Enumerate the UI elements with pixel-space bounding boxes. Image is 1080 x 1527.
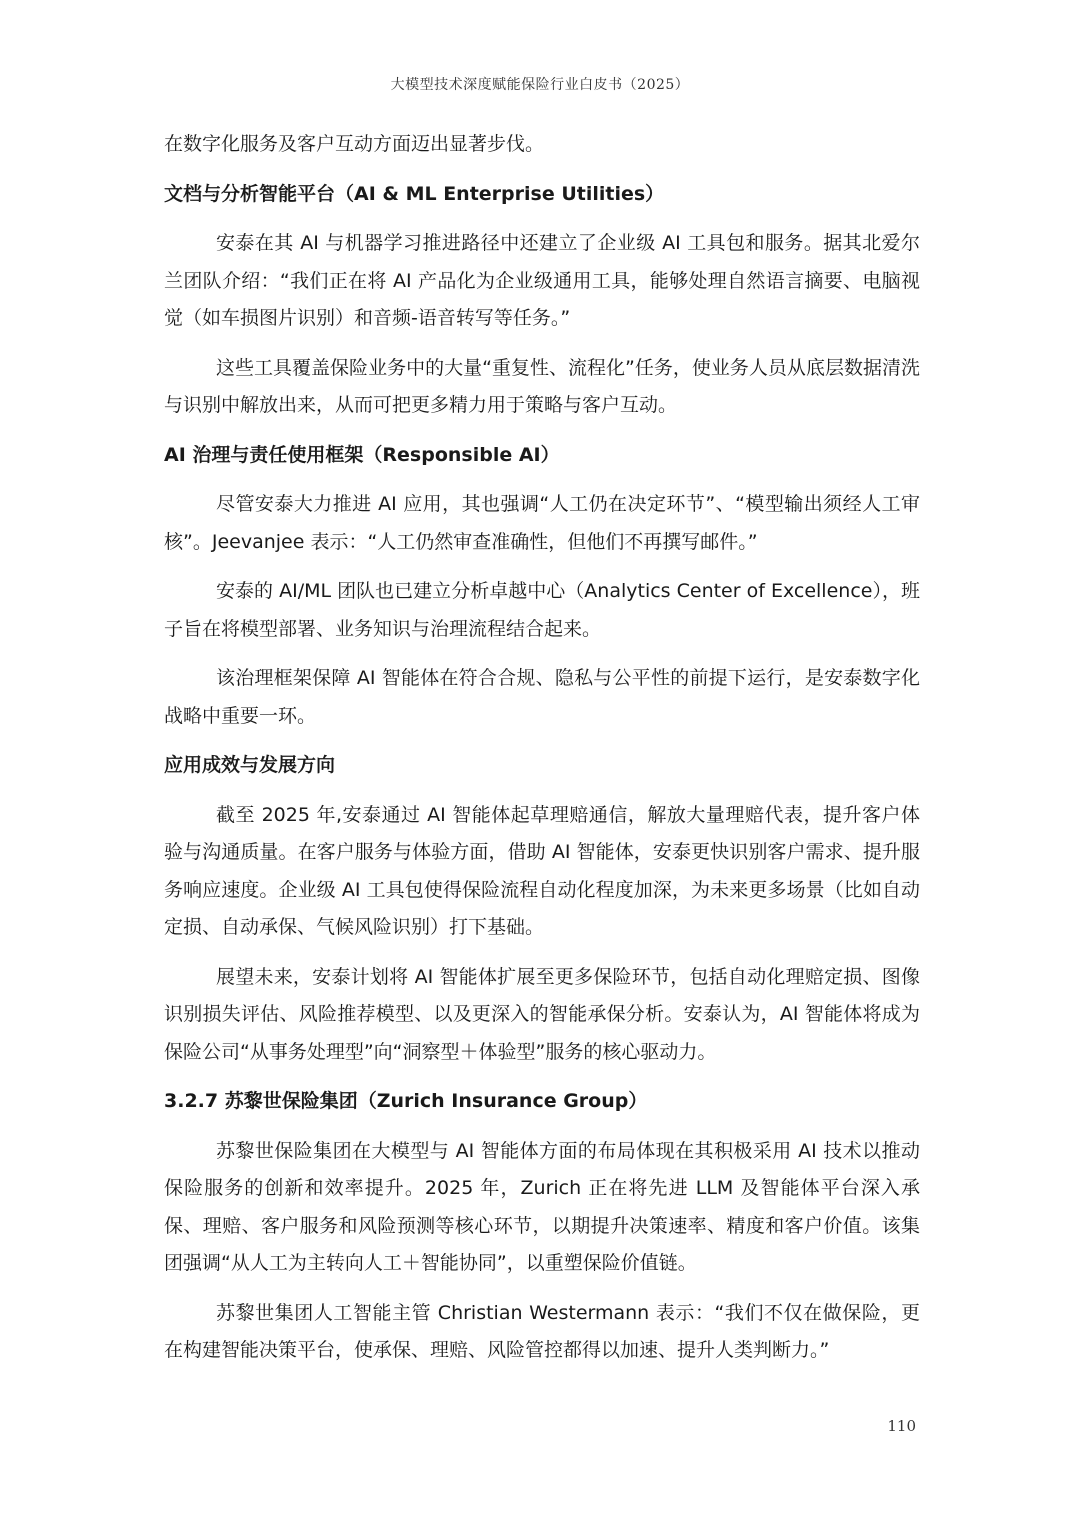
paragraph-continuation: 在数字化服务及客户互动方面迈出显著步伐。 [164, 133, 545, 155]
section-heading-responsible-ai: AI 治理与责任使用框架（Responsible AI） [164, 443, 560, 466]
paragraph: 展望未来，安泰计划将 AI 智能体扩展至更多保险环节，包括自动化理赔定损、图像识别损失评估、风险推荐模型、以及更深入的智能承保分析。安泰认为，AI 智能体将成为保险公司“从事务处理型”向“洞察型＋体验型”服务的核心驱动力。 [164, 965, 920, 1063]
section-heading-outcomes: 应用成效与发展方向 [164, 754, 336, 776]
paragraph: 安泰在其 AI 与机器学习推进路径中还建立了企业级 AI 工具包和服务。据其北爱尔兰团队介绍：“我们正在将 AI 产品化为企业级通用工具，能够处理自然语言摘要、电脑视觉（如车损图片识别）和音频-语音转写等任务。” [164, 232, 920, 329]
paragraph: 截至 2025 年,安泰通过 AI 智能体起草理赔通信，解放大量理赔代表，提升客户体验与沟通质量。在客户服务与体验方面，借助 AI 智能体，安泰更快识别客户需求、提升服务响应速度。企业级 AI 工具包使得保险流程自动化程度加深，为未来更多场景（比如自动定损、自动承保、气候风险识别）打下基础。 [164, 803, 920, 938]
paragraph: 尽管安泰大力推进 AI 应用，其也强调“人工仍在决定环节”、“模型输出须经人工审核”。Jeevanjee 表示：“人工仍然审查准确性，但他们不再撰写邮件。” [164, 493, 920, 553]
paragraph: 苏黎世保险集团在大模型与 AI 智能体方面的布局体现在其积极采用 AI 技术以推动保险服务的创新和效率提升。2025 年，Zurich 正在将先进 LLM 及智能体平台深入承保、理赔、客户服务和风险预测等核心环节，以期提升决策速率、精度和客户价值。该集团强调“从人工为主转向人工＋智能协同”，以重塑保险价值链。 [164, 1139, 920, 1274]
section-heading-zurich: 3.2.7 苏黎世保险集团（Zurich Insurance Group） [164, 1090, 648, 1112]
page-number: 110 [887, 1417, 916, 1435]
section-heading-ai-ml-utilities: 文档与分析智能平台（AI & ML Enterprise Utilities） [164, 182, 665, 205]
paragraph: 这些工具覆盖保险业务中的大量“重复性、流程化”任务，使业务人员从底层数据清洗与识别中解放出来，从而可把更多精力用于策略与客户互动。 [164, 356, 920, 416]
page-body [164, 126, 920, 1382]
paragraph: 安泰的 AI/ML 团队也已建立分析卓越中心（Analytics Center of Excellence），班子旨在将模型部署、业务知识与治理流程结合起来。 [164, 580, 920, 640]
running-header: 大模型技术深度赋能保险行业白皮书（2025） [390, 77, 690, 93]
paragraph: 苏黎世集团人工智能主管 Christian Westermann 表示：“我们不仅在做保险，更在构建智能决策平台，使承保、理赔、风险管控都得以加速、提升人类判断力。” [164, 1301, 920, 1361]
paragraph: 该治理框架保障 AI 智能体在符合合规、隐私与公平性的前提下运行，是安泰数字化战略中重要一环。 [164, 667, 920, 727]
